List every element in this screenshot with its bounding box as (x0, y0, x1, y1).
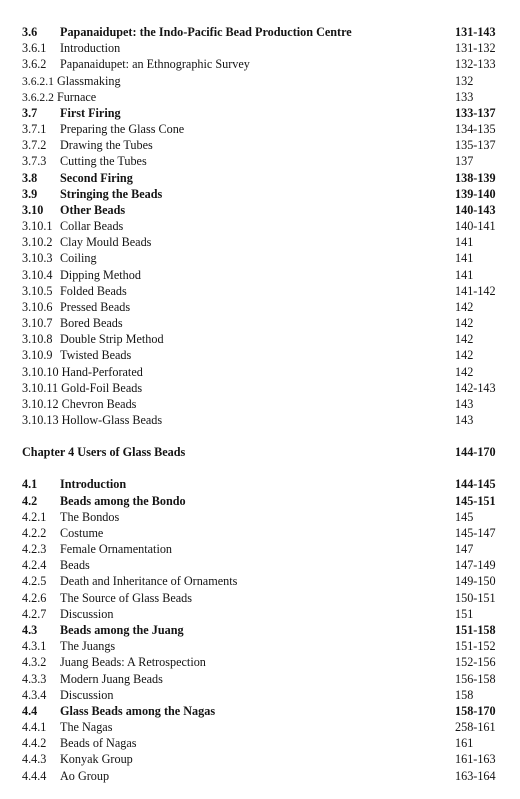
page-range: 137 (455, 154, 474, 169)
page-range: 141 (455, 251, 474, 266)
section-title: Coiling (60, 251, 97, 266)
section-number: 3.9 (22, 186, 38, 201)
section-title: Drawing the Tubes (60, 138, 153, 153)
page-range: 133-137 (455, 105, 496, 120)
section-number: 3.10.9 (22, 348, 53, 363)
section-number: 4.4.4 (22, 768, 47, 783)
page-range: 161 (455, 736, 474, 751)
section-title: Introduction (60, 41, 121, 56)
toc-entry (0, 89, 520, 105)
page-range: 258-161 (455, 720, 496, 734)
section-title: Hollow-Glass Beads (61, 413, 163, 428)
toc-entry (0, 234, 520, 250)
section-number: 4.4.2 (22, 736, 47, 751)
chapter-title: Chapter 4 Users of Glass Beads (22, 445, 186, 460)
section-title: Folded Beads (60, 283, 127, 298)
toc-entry (0, 590, 520, 606)
page-range: 139-140 (455, 186, 496, 201)
page-range: 132-133 (455, 57, 496, 72)
page-range: 142 (455, 332, 474, 347)
toc-entry (0, 703, 520, 719)
section-title: Beads of Nagas (60, 736, 137, 751)
page-range: 145 (455, 509, 474, 524)
section-number: 3.10.13 (22, 413, 59, 428)
toc-entry (0, 493, 520, 509)
section-title: Gold-Foil Beads (61, 380, 143, 395)
toc-entry (0, 541, 520, 557)
section-number: 4.2.3 (22, 542, 47, 557)
section-title: Twisted Beads (60, 348, 132, 363)
page-range: 151-158 (455, 623, 496, 637)
toc-entry (0, 476, 520, 492)
page-range: 158 (455, 687, 474, 702)
section-number: 3.8 (22, 170, 38, 185)
toc-entry (0, 170, 520, 186)
section-number: 4.2.1 (22, 509, 47, 524)
section-number: 3.6.1 (22, 41, 47, 56)
page-range: 163-164 (455, 768, 496, 783)
page-range: 142 (455, 364, 474, 379)
toc-entry (0, 347, 520, 363)
toc-entry (0, 735, 520, 751)
page-range: 141-142 (455, 283, 496, 298)
numbered-title (22, 89, 96, 106)
toc-entry (0, 56, 520, 72)
section-title: Death and Inheritance of Ornaments (60, 574, 238, 589)
section-number: 4.3.3 (22, 671, 47, 686)
page-range: 142-143 (455, 380, 496, 395)
section-title: Bored Beads (60, 316, 123, 331)
toc-entry (0, 557, 520, 573)
section-title: Other Beads (60, 202, 126, 217)
page-range: 135-137 (455, 138, 496, 153)
section-title: Collar Beads (60, 219, 124, 233)
section-number: 3.10.1 (22, 219, 53, 233)
section-number: 3.7.3 (22, 154, 47, 169)
section-title: Discussion (60, 606, 114, 621)
section-title: Glass Beads among the Nagas (60, 703, 216, 718)
page-range: 141 (455, 267, 474, 282)
section-title: Glassmaking (56, 73, 121, 88)
section-number: 3.10.4 (22, 267, 53, 282)
section-number: 3.10.10 (22, 364, 59, 379)
section-number: 3.6.2.2 (22, 90, 54, 104)
page-range: 151-152 (455, 639, 496, 654)
section-title: Modern Juang Beads (60, 671, 163, 686)
toc-entry (0, 283, 520, 299)
section-number: 4.3.1 (22, 639, 47, 654)
section-number: 4.3.4 (22, 687, 47, 702)
toc-entry (0, 24, 520, 40)
page-range: 143 (455, 396, 474, 411)
section-number: 3.10.7 (22, 316, 53, 331)
section-number: 3.7 (22, 105, 38, 120)
section-number: 4.2.2 (22, 525, 47, 540)
section-number: 3.6.2 (22, 57, 47, 72)
page-range: 141 (455, 235, 474, 250)
toc-entry (0, 186, 520, 202)
toc-entry (0, 622, 520, 638)
section-number: 3.7.1 (22, 122, 47, 136)
page-range: 152-156 (455, 655, 496, 670)
section-number: 4.4.1 (22, 720, 47, 734)
section-title: Female Ornamentation (60, 542, 173, 557)
toc-entry (0, 573, 520, 589)
page-range: 144-145 (455, 477, 496, 492)
section-number: 3.10 (22, 202, 44, 217)
toc-entry (0, 364, 520, 380)
section-title: The Source of Glass Beads (60, 590, 192, 605)
section-title: First Firing (60, 105, 121, 120)
toc-entry (0, 315, 520, 331)
toc-entry (0, 412, 520, 428)
section-number: 3.10.11 (22, 380, 59, 395)
section-number: 4.2.6 (22, 590, 47, 605)
numbered-title (22, 412, 162, 428)
page-range: 144-170 (455, 445, 496, 460)
section-title: Hand-Perforated (61, 364, 143, 379)
numbered-title (22, 380, 142, 396)
section-title: Preparing the Glass Cone (60, 122, 185, 136)
section-number: 4.3 (22, 623, 38, 637)
page-range: 145-147 (455, 525, 496, 540)
page-range: 132 (455, 73, 474, 88)
section-title: Second Firing (60, 170, 133, 185)
section-number: 4.3.2 (22, 655, 47, 670)
toc-entry (0, 202, 520, 218)
section-title: Chevron Beads (61, 396, 137, 411)
page-range: 131-132 (455, 41, 496, 56)
section-number: 3.10.2 (22, 235, 53, 250)
toc-entry (0, 331, 520, 347)
section-title: Introduction (60, 477, 127, 492)
page-range: 150-151 (455, 590, 496, 605)
toc-entry (0, 137, 520, 153)
page-range: 138-139 (455, 170, 496, 185)
section-number: 3.10.5 (22, 283, 53, 298)
section-title: Furnace (56, 89, 97, 104)
section-title: Beads (60, 558, 90, 573)
page-range: 134-135 (455, 122, 496, 136)
section-title: Double Strip Method (60, 332, 164, 347)
section-title: Pressed Beads (60, 299, 131, 314)
toc-entry (0, 73, 520, 89)
toc-entry (0, 396, 520, 412)
section-title: Ao Group (60, 768, 110, 783)
page-range: 147 (455, 542, 474, 557)
toc-entry (0, 509, 520, 525)
section-number: 3.6.2.1 (22, 74, 54, 88)
page-range: 131-143 (455, 25, 496, 39)
section-title: Papanaidupet: the Indo-Pacific Bead Production Centre (60, 25, 352, 39)
toc-entry (0, 525, 520, 541)
section-number: 4.2 (22, 493, 38, 508)
toc-entry (0, 380, 520, 396)
page-range: 133 (455, 89, 474, 104)
page-range: 140-141 (455, 219, 496, 233)
section-number: 4.2.5 (22, 574, 47, 589)
section-title: Stringing the Beads (60, 186, 163, 201)
section-number: 4.2.7 (22, 606, 47, 621)
section-number: 3.10.6 (22, 299, 53, 314)
toc-entry (0, 719, 520, 735)
section-title: Clay Mould Beads (60, 235, 152, 250)
section-number: 3.6 (22, 25, 38, 39)
numbered-title (22, 396, 136, 412)
toc-entry (0, 654, 520, 670)
toc-entry (0, 638, 520, 654)
page-range: 147-149 (455, 558, 496, 573)
section-number: 3.10.8 (22, 332, 53, 347)
section-number: 4.2.4 (22, 558, 47, 573)
page-range: 142 (455, 299, 474, 314)
toc-entry (0, 153, 520, 169)
toc-entry (0, 671, 520, 687)
toc-entry (0, 687, 520, 703)
page-range: 156-158 (455, 671, 496, 686)
section-title: Discussion (60, 687, 114, 702)
page-range: 151 (455, 606, 474, 621)
toc-entry (0, 105, 520, 121)
toc-entry (0, 768, 520, 784)
section-number: 3.10.3 (22, 251, 53, 266)
section-title: Juang Beads: A Retrospection (60, 655, 206, 670)
section-title: Cutting the Tubes (60, 154, 147, 169)
section-number: 3.7.2 (22, 138, 47, 153)
page-range: 142 (455, 316, 474, 331)
section-title: The Juangs (60, 639, 116, 654)
page-range: 140-143 (455, 202, 496, 217)
section-number: 4.4 (22, 703, 38, 718)
chapter-heading (0, 444, 520, 460)
page-range: 145-151 (455, 493, 496, 508)
section-number: 4.1 (22, 477, 38, 492)
section-title: Konyak Group (60, 752, 133, 767)
section-number: 4.4.3 (22, 752, 47, 767)
section-title: Beads among the Bondo (60, 493, 186, 508)
toc-entry (0, 250, 520, 266)
toc-entry (0, 218, 520, 234)
toc-entry (0, 606, 520, 622)
section-title: Dipping Method (60, 267, 141, 282)
section-number: 3.10.12 (22, 396, 59, 411)
toc-entry (0, 299, 520, 315)
page-range: 161-163 (455, 752, 496, 767)
page-range: 143 (455, 413, 474, 428)
numbered-title (22, 73, 121, 90)
page-range: 158-170 (455, 703, 496, 718)
numbered-title (22, 364, 143, 380)
section-title: Papanaidupet: an Ethnographic Survey (60, 57, 250, 72)
toc-entry (0, 751, 520, 767)
page-range: 149-150 (455, 574, 496, 589)
toc-entry (0, 121, 520, 137)
section-title: The Bondos (60, 509, 120, 524)
section-title: The Nagas (60, 720, 113, 734)
toc-entry (0, 40, 520, 56)
section-title: Costume (60, 525, 104, 540)
toc-entry (0, 267, 520, 283)
section-title: Beads among the Juang (60, 623, 184, 637)
page-range: 142 (455, 348, 474, 363)
